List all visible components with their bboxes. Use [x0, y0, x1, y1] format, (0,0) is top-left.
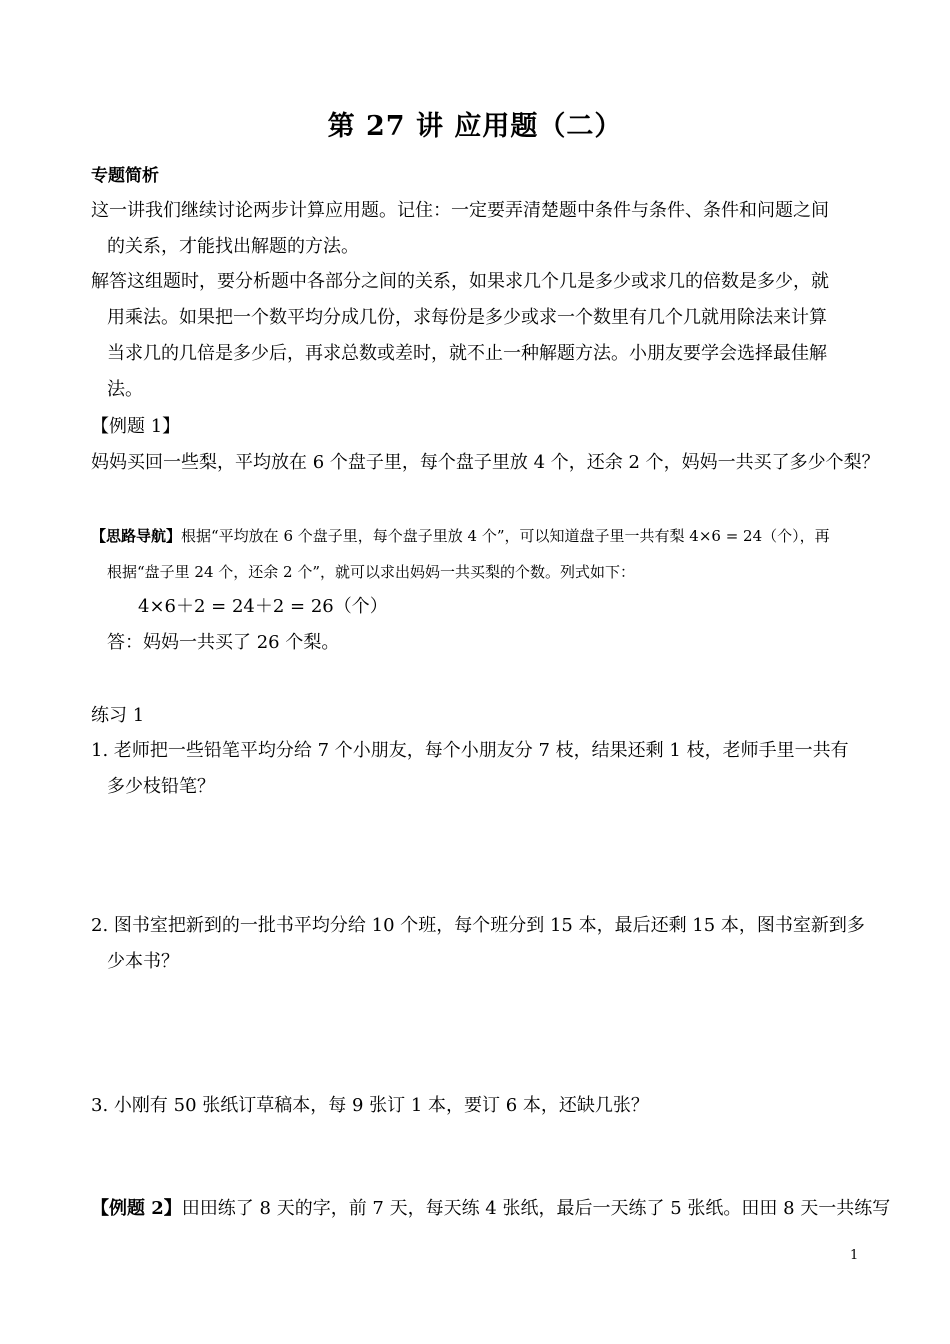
page-title: 第 27 讲 应用题（二） — [327, 111, 623, 142]
practice1-q2-line1: 2. 图书室把新到的一批书平均分给 10 个班，每个班分到 15 本，最后还剩 15 本，图书室新到多 — [91, 915, 865, 936]
intro-p2-line4: 法。 — [107, 379, 143, 400]
example2-line — [91, 1195, 890, 1223]
intro-p2-line3: 当求几的几倍是多少后，再求总数或差时，就不止一种解题方法。小朋友要学会选择最佳解 — [107, 343, 827, 364]
page-number: 1 — [850, 1248, 859, 1263]
example2-text: 田田练了 8 天的字，前 7 天，每天练 4 张纸，最后一天练了 5 张纸。田田 8 天一共练写 — [181, 1198, 891, 1219]
intro-p2-line2: 用乘法。如果把一个数平均分成几份，求每份是多少或求一个数里有几个几就用除法来计算 — [107, 307, 827, 328]
practice1-heading: 练习 1 — [91, 705, 145, 726]
hint-label: 【思路导航】 — [91, 527, 182, 545]
example1-label: 【例题 1】 — [91, 416, 181, 437]
intro-heading: 专题简析 — [91, 166, 159, 186]
example1-formula: 4×6＋2 = 24＋2 = 26（个） — [138, 596, 388, 617]
practice1-q1-line1: 1. 老师把一些铅笔平均分给 7 个小朋友，每个小朋友分 7 枝，结果还剩 1 枝，老师手里一共有 — [91, 740, 849, 761]
hint-text-1: 根据“平均放在 6 个盘子里，每个盘子里放 4 个”，可以知道盘子里一共有梨 4×6 = 24（个），再 — [181, 527, 830, 545]
example1-answer: 答：妈妈一共买了 26 个梨。 — [107, 632, 340, 653]
intro-p1-line2: 的关系，才能找出解题的方法。 — [107, 236, 359, 257]
practice1-q1-line2: 多少枝铅笔？ — [107, 776, 215, 797]
example1-question: 妈妈买回一些梨，平均放在 6 个盘子里，每个盘子里放 4 个，还余 2 个，妈妈一共买了多少个梨？ — [91, 452, 880, 473]
example2-label: 【例题 2】 — [91, 1198, 182, 1219]
intro-p2-line1: 解答这组题时，要分析题中各部分之间的关系，如果求几个几是多少或求几的倍数是多少，就 — [91, 271, 829, 292]
practice1-q2-line2: 少本书？ — [107, 951, 179, 972]
example1-hint-line1 — [91, 522, 830, 550]
example1-hint-line2: 根据“盘子里 24 个，还余 2 个”，就可以求出妈妈一共买梨的个数。列式如下： — [107, 563, 636, 581]
practice1-q3: 3. 小刚有 50 张纸订草稿本，每 9 张订 1 本，要订 6 本，还缺几张？ — [91, 1095, 649, 1116]
intro-p1-line1: 这一讲我们继续讨论两步计算应用题。记住：一定要弄清楚题中条件与条件、条件和问题之间 — [91, 200, 829, 221]
